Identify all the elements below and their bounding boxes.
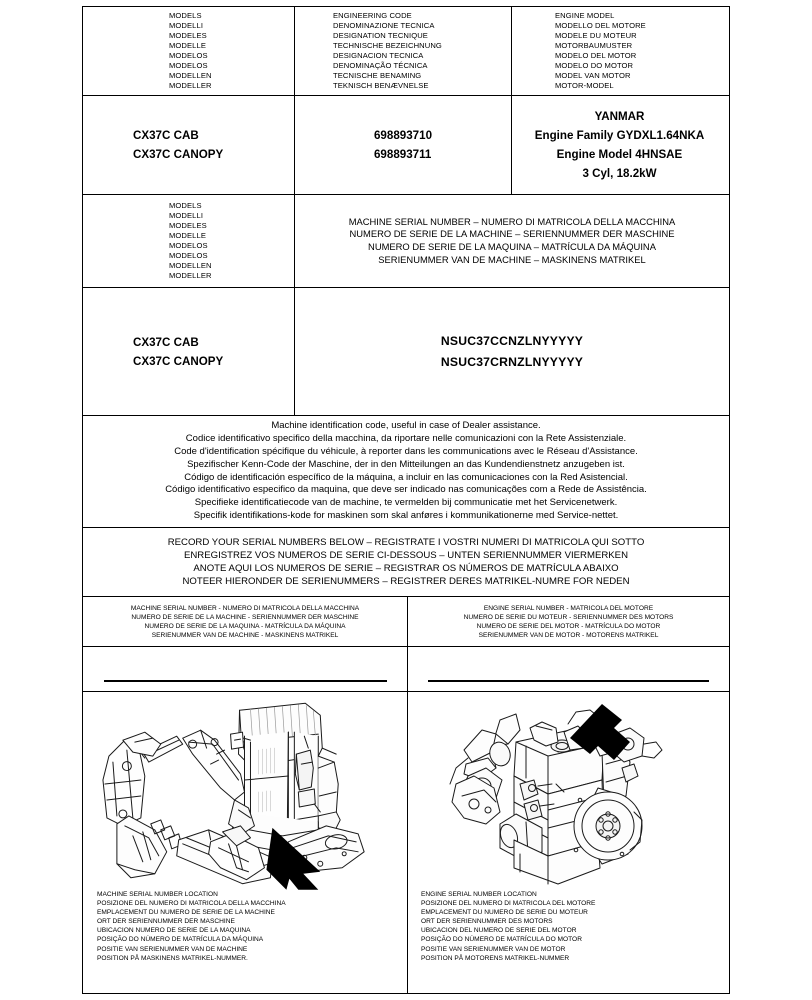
serial-number-list	[441, 331, 583, 373]
table-row-writein-lines	[83, 647, 729, 692]
caption-line: MACHINE SERIAL NUMBER LOCATION	[97, 891, 218, 898]
caption-line: POSIÇÃO DO NÚMERO DE MATRÍCULA DO MOTOR	[421, 936, 582, 944]
paragraph-line: Specifik identifikations-kode for maskinen som skal anføres i kommunikationerne med Service-nettet.	[193, 509, 619, 521]
cell-machine-location	[83, 692, 408, 993]
label-line: TEKNISCH BENÆVNELSE	[333, 80, 429, 90]
paragraph-line: Specifieke identificatiecode van de machine, te vermelden bij communicatie met het Servicenetwerk.	[194, 497, 618, 509]
label-line: MODELOS	[169, 51, 208, 60]
label-line: MODELS	[169, 11, 202, 21]
caption-line: NUMERO DE SERIE DU MOTEUR - SERIENNUMMER DES MOTORS	[463, 613, 674, 621]
cell-engine-location	[408, 692, 729, 993]
table-row-serial-values	[83, 288, 729, 416]
caption-line: POSIZIONE DEL NUMERO DI MATRICOLA DEL MOTORE	[421, 900, 596, 908]
engine-line-drawing	[408, 692, 729, 890]
model-name: CX37C CANOPY	[133, 354, 224, 368]
engine-family: Engine Family GYDXL1.64NKA	[534, 129, 705, 142]
instruction-line: ENREGISTREZ VOS NUMEROS DE SERIE CI-DESSOUS – UNTEN SERIENNUMMER VIERMERKEN	[183, 549, 629, 561]
caption-line: POSIÇÃO DO NÚMERO DE MATRÍCULA DA MÁQUINA	[97, 936, 264, 944]
excavator-illustration	[83, 692, 407, 890]
identification-paragraph	[83, 420, 729, 522]
label-line: MODELO DO MOTOR	[555, 60, 634, 70]
label-line: MODELE DU MOTEUR	[555, 31, 637, 41]
table-row-model-values	[83, 96, 729, 195]
label-line: DENOMINAÇÃO TÉCNICA	[333, 60, 428, 70]
caption-line: SERIENUMMER VAN DE MOTOR - MOTORENS MATRIKEL	[478, 631, 659, 639]
table-row-serial-heading	[83, 195, 729, 288]
engineering-code-list	[374, 126, 432, 164]
heading-line: MACHINE SERIAL NUMBER – NUMERO DI MATRICOLA DELLA MACCHINA	[348, 215, 676, 227]
cell-machine-serial-input[interactable]	[83, 647, 408, 691]
caption-line: EMPLACEMENT DU NUMERO DE SERIE DU MOTEUR	[421, 909, 588, 917]
table-row-field-captions	[83, 597, 729, 647]
cell-engine-serial-caption	[408, 597, 729, 646]
label-line: MODELES	[169, 221, 207, 231]
models-label-list	[83, 11, 294, 90]
label-line: DENOMINAZIONE TECNICA	[333, 21, 435, 31]
machine-serial-heading-list	[349, 216, 676, 266]
label-line: ENGINEERING CODE	[333, 11, 412, 21]
cell-models-labels-2	[83, 195, 295, 287]
caption-line: POSIZIONE DEL NUMERO DI MATRICOLA DELLA MACCHINA	[97, 900, 286, 908]
label-line: TECHNISCHE BEZEICHNUNG	[333, 41, 442, 51]
instruction-line: ANOTE AQUI LOS NUMEROS DE SERIE – REGISTRAR OS NÚMEROS DE MATRÍCULA ABAIXO	[193, 563, 619, 574]
model-name: CX37C CAB	[133, 129, 199, 142]
heading-line: NUMERO DE SERIE DE LA MAQUINA – MATRÍCULA DA MÁQUINA	[368, 241, 656, 252]
label-line: ENGINE MODEL	[555, 11, 615, 21]
cell-engineering-codes	[295, 96, 512, 194]
engine-serial-writein-line[interactable]	[428, 680, 709, 682]
caption-line: ORT DER SERIENNUMMER DES MOTORS	[421, 918, 553, 926]
caption-line: UBICACION DEL NUMERO DE SERIE DEL MOTOR	[421, 927, 577, 935]
paragraph-line: Machine identification code, useful in case of Dealer assistance.	[271, 420, 541, 432]
serial-number: NSUC37CRNZLNYYYYY	[440, 354, 584, 369]
caption-line: POSITIE VAN SERIENUMMER VAN DE MOTOR	[421, 945, 566, 953]
label-line: MODELS	[169, 201, 202, 211]
label-line: MODELOS	[169, 250, 208, 260]
excavator-line-drawing	[83, 692, 407, 890]
engine-model: Engine Model 4HNSAE	[556, 148, 683, 161]
model-name: CX37C CAB	[133, 335, 199, 349]
heading-line: SERIENUMMER VAN DE MACHINE – MASKINENS MATRIKEL	[378, 253, 646, 265]
label-line: MODELES	[169, 31, 207, 41]
heading-line: NUMERO DE SERIE DE LA MACHINE – SERIENNUMMER DER MASCHINE	[349, 228, 675, 240]
caption-line: NUMERO DE SERIE DE LA MACHINE - SERIENNUMMER DER MASCHINE	[131, 613, 359, 621]
engine-spec: 3 Cyl, 18.2kW	[582, 167, 657, 180]
engineering-code-label-list	[295, 11, 511, 90]
label-line: MODELLEN	[169, 70, 212, 80]
label-line: MODELLE	[169, 231, 206, 241]
cell-engine-details	[512, 96, 727, 194]
machine-serial-field-labels	[131, 604, 359, 640]
label-line: MODELOS	[169, 60, 208, 70]
engine-location-caption	[408, 890, 729, 963]
paragraph-line: Code d'identification spécifique du véhicule, à reporter dans les communications avec le Réseau d'Assistance.	[174, 445, 638, 457]
model-name-list-2	[83, 333, 223, 371]
record-instructions	[83, 536, 729, 589]
label-line: MODEL VAN MOTOR	[555, 70, 631, 80]
paragraph-line: Spezifischer Kenn-Code der Maschine, der in den Mitteilungen an das Kundendienstnetz anzugeben ist.	[187, 458, 625, 470]
label-line: MODELLI	[169, 211, 204, 221]
label-line: MODELLO DEL MOTORE	[555, 21, 646, 31]
label-line: MODELO DEL MOTOR	[555, 51, 637, 60]
label-line: MODELLI	[169, 21, 204, 31]
label-line: MOTOR-MODEL	[555, 80, 614, 90]
serial-number: NSUC37CCNZLNYYYYY	[440, 333, 584, 348]
table-row-record-instructions	[83, 528, 729, 597]
cell-machine-serial-caption	[83, 597, 408, 646]
table-row-identification-paragraph	[83, 416, 729, 528]
caption-line: ENGINE SERIAL NUMBER - MATRICOLA DEL MOTORE	[483, 604, 654, 612]
cell-models-labels	[83, 7, 295, 95]
label-line: TECNISCHE BENAMING	[333, 70, 422, 80]
engine-model-label-list	[512, 11, 727, 90]
label-line: MODELLER	[169, 270, 212, 280]
machine-serial-writein-line[interactable]	[104, 680, 387, 682]
caption-line: NUMERO DE SERIE DE LA MAQUINA - MATRÍCULA DA MÁQUINA	[144, 622, 346, 630]
identification-table	[82, 6, 730, 994]
paragraph-line: Código de identificación específico de la máquina, a incluir en las comunicaciones con la Red Asistencial.	[184, 471, 628, 483]
caption-line: SERIENUMMER VAN DE MACHINE - MASKINENS MATRIKEL	[151, 631, 339, 639]
table-row-header-labels	[83, 7, 729, 96]
label-line: MODELLER	[169, 80, 212, 90]
model-name-list	[83, 126, 223, 164]
engine-illustration	[408, 692, 729, 890]
engine-detail-list	[535, 107, 704, 183]
engineering-code: 698893711	[373, 148, 432, 161]
caption-line: NUMERO DE SERIE DEL MOTOR - MATRÍCULA DO MOTOR	[476, 622, 661, 630]
label-line: MODELLEN	[169, 260, 212, 270]
machine-location-caption	[83, 890, 407, 963]
caption-line: ORT DER SERIENNUMMER DER MASCHINE	[97, 918, 235, 926]
cell-serial-numbers	[295, 288, 729, 415]
engineering-code: 698893710	[373, 129, 433, 142]
label-line: MOTORBAUMUSTER	[555, 41, 633, 51]
paragraph-line: Codice identificativo specifico della macchina, da riportare nelle comunicazioni con la Rete Assistenziale.	[185, 433, 627, 445]
table-row-illustrations	[83, 692, 729, 993]
cell-machine-serial-heading	[295, 195, 729, 287]
model-name: CX37C CANOPY	[133, 148, 224, 161]
engine-make: YANMAR	[594, 110, 645, 123]
cell-engineering-code-labels	[295, 7, 512, 95]
label-line: DESIGNATION TECNIQUE	[333, 31, 428, 41]
caption-line: EMPLACEMENT DU NUMERO DE SERIE DE LA MACHINE	[97, 909, 275, 917]
label-line: MODELOS	[169, 241, 208, 250]
cell-engine-serial-input[interactable]	[408, 647, 729, 691]
caption-line: POSITION PÅ MOTORENS MATRIKEL-NUMMER	[421, 954, 570, 962]
engine-serial-field-labels	[464, 604, 674, 640]
caption-line: ENGINE SERIAL NUMBER LOCATION	[421, 891, 537, 898]
label-line: DESIGNACION TECNICA	[333, 51, 424, 60]
label-line: MODELLE	[169, 41, 206, 51]
models-label-list-2	[83, 201, 294, 280]
caption-line: UBICACION NUMERO DE SERIE DE LA MAQUINA	[97, 927, 251, 935]
cell-engine-model-labels	[512, 7, 727, 95]
instruction-line: RECORD YOUR SERIAL NUMBERS BELOW – REGISTRATE I VOSTRI NUMERI DI MATRICOLA QUI SOTTO	[167, 536, 645, 548]
paragraph-line: Código identificativo especifico da maquina, que deve ser indicado nas comunicações com a Rede de Assistência.	[165, 484, 647, 496]
caption-line: MACHINE SERIAL NUMBER - NUMERO DI MATRICOLA DELLA MACCHINA	[130, 604, 360, 612]
caption-line: POSITION PÅ MASKINENS MATRIKEL-NUMMER.	[97, 954, 248, 962]
cell-model-names-2	[83, 288, 295, 415]
instruction-line: NOTEER HIERONDER DE SERIENUMMERS – REGISTRER DERES MATRIKEL-NUMRE FOR NEDEN	[182, 576, 630, 588]
cell-model-names	[83, 96, 295, 194]
caption-line: POSITIE VAN SERIENUMMER VAN DE MACHINE	[97, 945, 248, 953]
